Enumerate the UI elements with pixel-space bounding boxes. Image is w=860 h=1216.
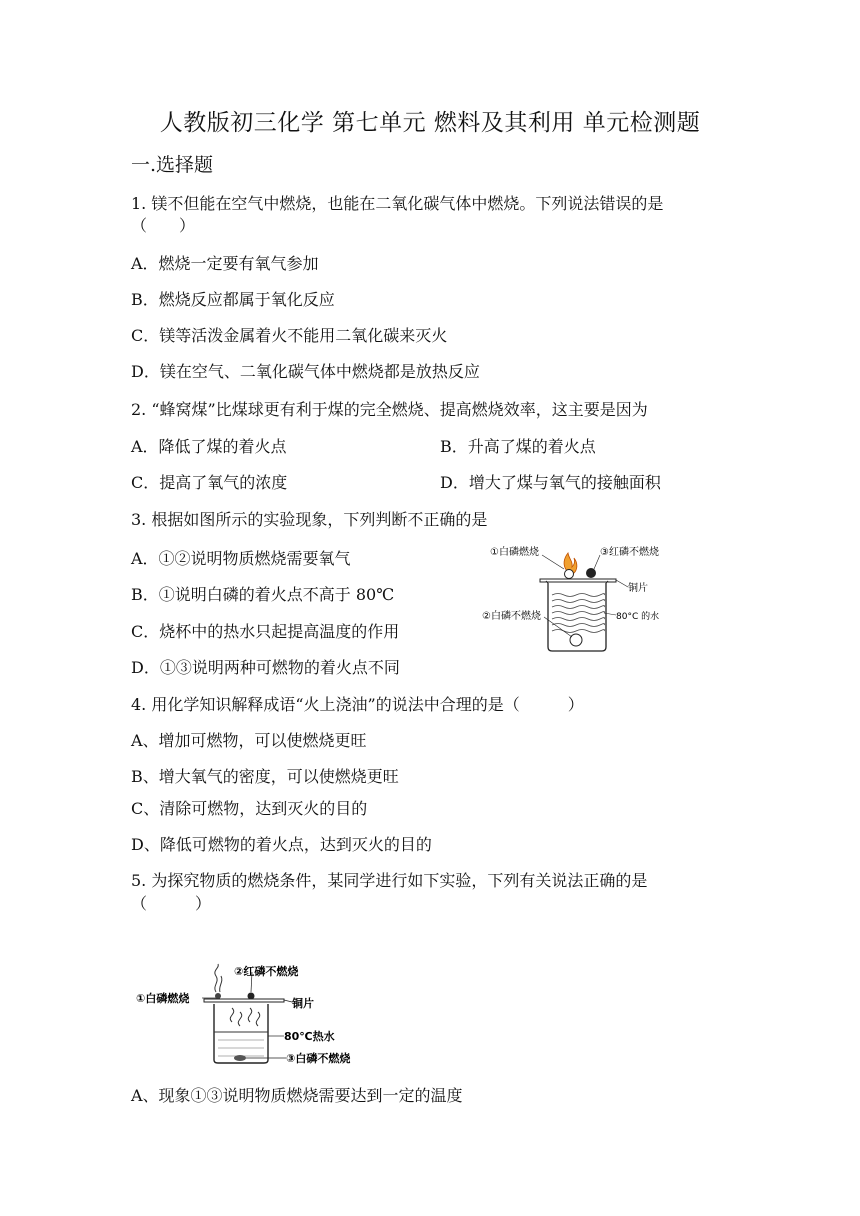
q2-stem: 2. “蜂窝煤”比煤球更有利于煤的完全燃烧、提高燃烧效率，这主要是因为 bbox=[131, 400, 648, 419]
q2-option-c: C．提高了氧气的浓度 bbox=[131, 473, 288, 492]
q3-fig-label-plate: 铜片 bbox=[628, 583, 648, 594]
q4-option-a: A、增加可燃物，可以使燃烧更旺 bbox=[131, 731, 367, 750]
q1-option-d: D．镁在空气、二氧化碳气体中燃烧都是放热反应 bbox=[131, 362, 480, 381]
q3-experiment-figure bbox=[480, 543, 680, 655]
q1-answer-paren: （ ） bbox=[131, 216, 196, 235]
q2-option-a: A．降低了煤的着火点 bbox=[131, 437, 287, 456]
q5-answer-paren: （ ） bbox=[131, 894, 212, 913]
q4-option-d: D、降低可燃物的着火点，达到灭火的目的 bbox=[131, 835, 432, 854]
q5-fig-label-water: 80℃热水 bbox=[284, 1030, 335, 1043]
q4-option-b: B、增大氧气的密度，可以使燃烧更旺 bbox=[131, 767, 399, 786]
q5-stem: 5. 为探究物质的燃烧条件，某同学进行如下实验，下列有关说法正确的是 bbox=[131, 871, 648, 890]
q5-option-a: A、现象①③说明物质燃烧需要达到一定的温度 bbox=[131, 1086, 463, 1105]
q1-option-a: A．燃烧一定要有氧气参加 bbox=[131, 254, 319, 273]
q2-option-d: D．增大了煤与氧气的接触面积 bbox=[440, 473, 661, 492]
q5-fig-label-3: ③白磷不燃烧 bbox=[286, 1052, 351, 1065]
q4-stem: 4. 用化学知识解释成语“火上浇油”的说法中合理的是（ ） bbox=[131, 695, 584, 714]
q1-option-b: B．燃烧反应都属于氧化反应 bbox=[131, 290, 335, 309]
q5-fig-label-2: ②红磷不燃烧 bbox=[234, 965, 299, 978]
q5-fig-label-plate: 铜片 bbox=[292, 997, 314, 1010]
q3-fig-label-3: ③红磷不燃烧 bbox=[600, 547, 659, 558]
q1-option-c: C．镁等活泼金属着火不能用二氧化碳来灭火 bbox=[131, 326, 448, 345]
q3-option-b: B．①说明白磷的着火点不高于 80℃ bbox=[131, 585, 395, 604]
q3-fig-label-1: ①白磷燃烧 bbox=[490, 547, 539, 558]
q5-experiment-figure bbox=[134, 962, 364, 1070]
q1-stem: 1. 镁不但能在空气中燃烧，也能在二氧化碳气体中燃烧。下列说法错误的是 bbox=[131, 194, 664, 213]
q3-fig-label-2: ②白磷不燃烧 bbox=[482, 611, 541, 622]
q4-option-c: C、清除可燃物，达到灭火的目的 bbox=[131, 799, 368, 818]
document-title: 人教版初三化学 第七单元 燃料及其利用 单元检测题 bbox=[159, 110, 701, 136]
q3-fig-label-water: 80°C 的水 bbox=[616, 612, 660, 622]
q3-stem: 3. 根据如图所示的实验现象，下列判断不正确的是 bbox=[131, 510, 488, 529]
q3-option-c: C．烧杯中的热水只起提高温度的作用 bbox=[131, 622, 400, 641]
q3-option-d: D．①③说明两种可燃物的着火点不同 bbox=[131, 658, 400, 677]
q5-fig-label-1: ①白磷燃烧 bbox=[136, 992, 190, 1005]
section-heading: 一.选择题 bbox=[131, 154, 214, 176]
q3-option-a: A．①②说明物质燃烧需要氧气 bbox=[131, 549, 351, 568]
q2-option-b: B．升高了煤的着火点 bbox=[440, 437, 596, 456]
